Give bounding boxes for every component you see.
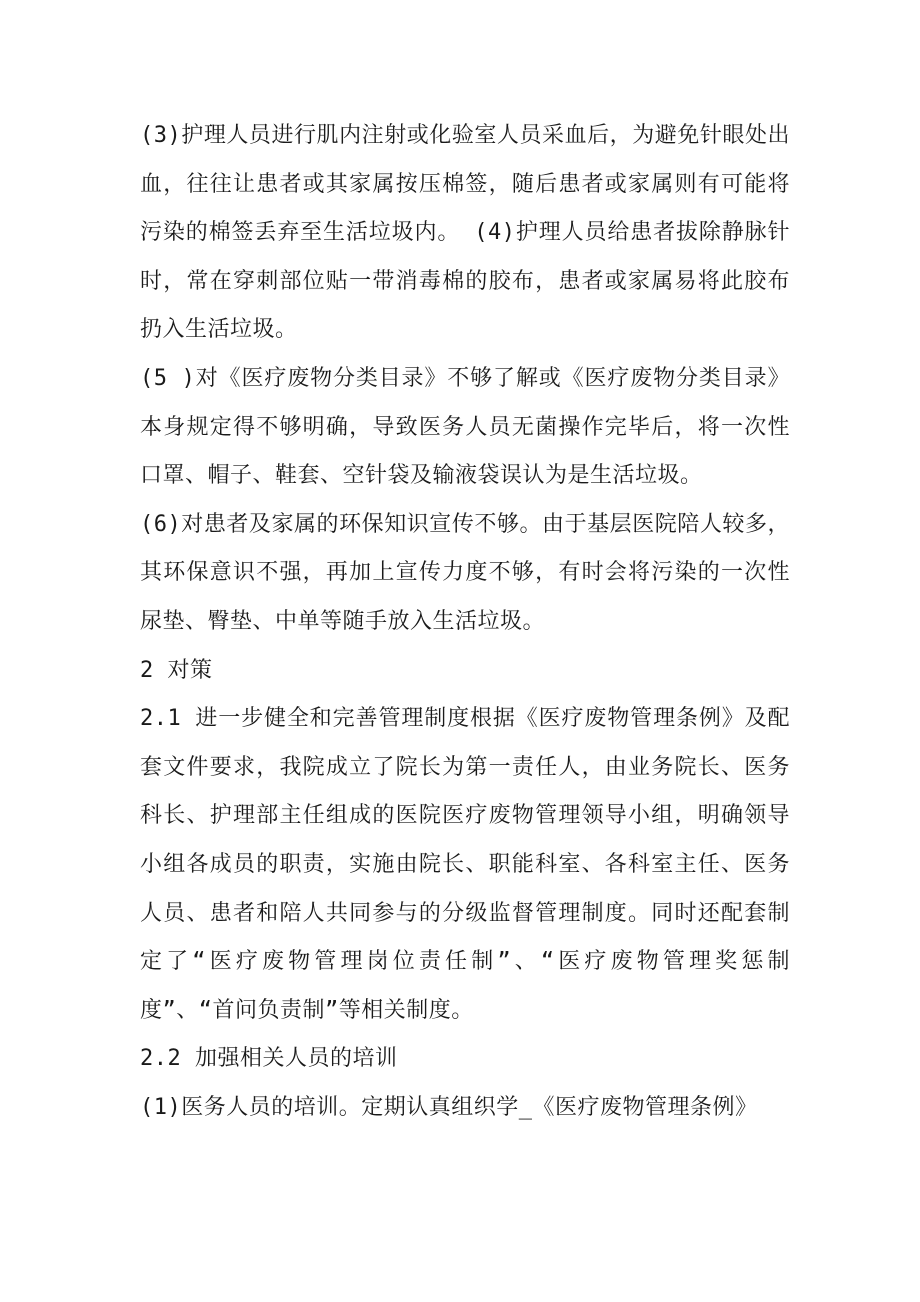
paragraph-needle-bleeding: (3)护理人员进行肌内注射或化验室人员采血后，为避免针眼处出血，往往让患者或其家属按压棉签，随后患者或家属则有可能将污染的棉签丢弃至生活垃圾内。 (4)护理人员给患者拔除静脉针时，常在穿刺部位贴一带消毒棉的胶布，患者或家属易将此胶布扔入生活垃圾。 [140,123,790,343]
paragraph-environmental-awareness: (6)对患者及家属的环保知识宣传不够。由于基层医院陪人较多，其环保意识不强，再加上宣传力度不够，有时会将污染的一次性尿垫、臀垫、中单等随手放入生活垃圾。 [140,511,790,634]
paragraph-staff-training: (1)医务人员的培训。定期认真组织学_《医疗废物管理条例》 [140,1094,758,1120]
document-body [140,112,790,1132]
paragraph-classification-catalog: (5 )对《医疗废物分类目录》不够了解或《医疗废物分类目录》本身规定得不够明确，导致医务人员无菌操作完毕后，将一次性口罩、帽子、鞋套、空针袋及输液袋误认为是生活垃圾。 [140,365,790,489]
paragraph-management-system: 2.1 进一步健全和完善管理制度根据《医疗废物管理条例》及配套文件要求，我院成立了院长为第一责任人，由业务院长、医务科长、护理部主任组成的医院医疗废物管理领导小组，明确领导小组各成员的职责，实施由院长、职能科室、各科室主任、医务人员、患者和陪人共同参与的分级监督管理制度。同时还配套制定了“医疗废物管理岗位责任制”、“医疗废物管理奖惩制度”、“首问负责制”等相关制度。 [140,706,790,1023]
subsection-heading-training: 2.2 加强相关人员的培训 [140,1046,398,1072]
section-heading-countermeasures: 2 对策 [140,657,213,683]
